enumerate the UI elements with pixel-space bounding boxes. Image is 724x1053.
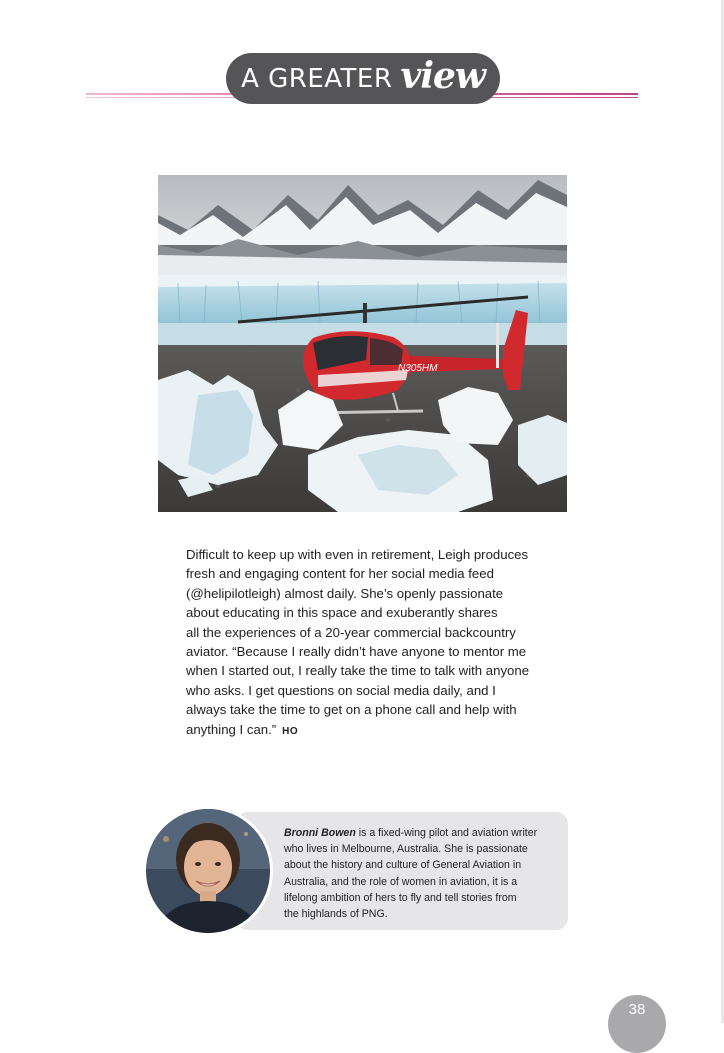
article-line: fresh and engaging content for her social media feed [186,566,494,582]
article-paragraph [186,545,546,741]
photo-illustration [158,175,567,512]
article-line: Difficult to keep up with even in retirement, Leigh produces [186,547,529,562]
helicopter-glacier-photo [158,175,567,512]
article-line: (@helipilotleigh) almost daily. She’s openly passionate [186,585,504,601]
bio-line: who lives in Melbourne, Australia. She is passionate [284,843,528,856]
end-of-article-mark: HO [282,725,299,737]
tail-number: N305HM [398,363,438,374]
article-line: always take the time to get on a phone call and help with [186,702,517,718]
section-title-bold: view [400,54,485,97]
article-line: about educating in this space and exuberantly shares [186,605,498,621]
author-name: Bronni Bowen [284,827,356,839]
author-avatar [143,806,273,936]
section-title-light: A GREATER [241,63,393,94]
author-bio-text [284,825,556,922]
bio-line: lifelong ambition of hers to fly and tell stories from [284,891,517,904]
author-portrait [146,809,270,933]
bio-line: is a fixed-wing pilot and aviation writer [355,827,538,839]
article-line: all the experiences of a 20-year commercial backcountry [186,624,516,640]
bio-line: about the history and culture of General Aviation in [284,859,522,872]
section-header-pill [226,53,500,104]
page-number: 38 [628,1001,646,1018]
article-line: who asks. I get questions on social media daily, and I [186,682,496,698]
article-line: aviator. “Because I really didn’t have anyone to mentor me [186,644,527,660]
article-last-line [186,720,546,741]
article-line: anything I can.” [186,721,277,737]
bio-line: the highlands of PNG. [284,908,388,921]
article-line: when I started out, I really take the time to talk with anyone [186,663,530,679]
bio-first-line [284,825,556,841]
bio-line: Australia, and the role of women in aviation, it is a [284,875,518,888]
